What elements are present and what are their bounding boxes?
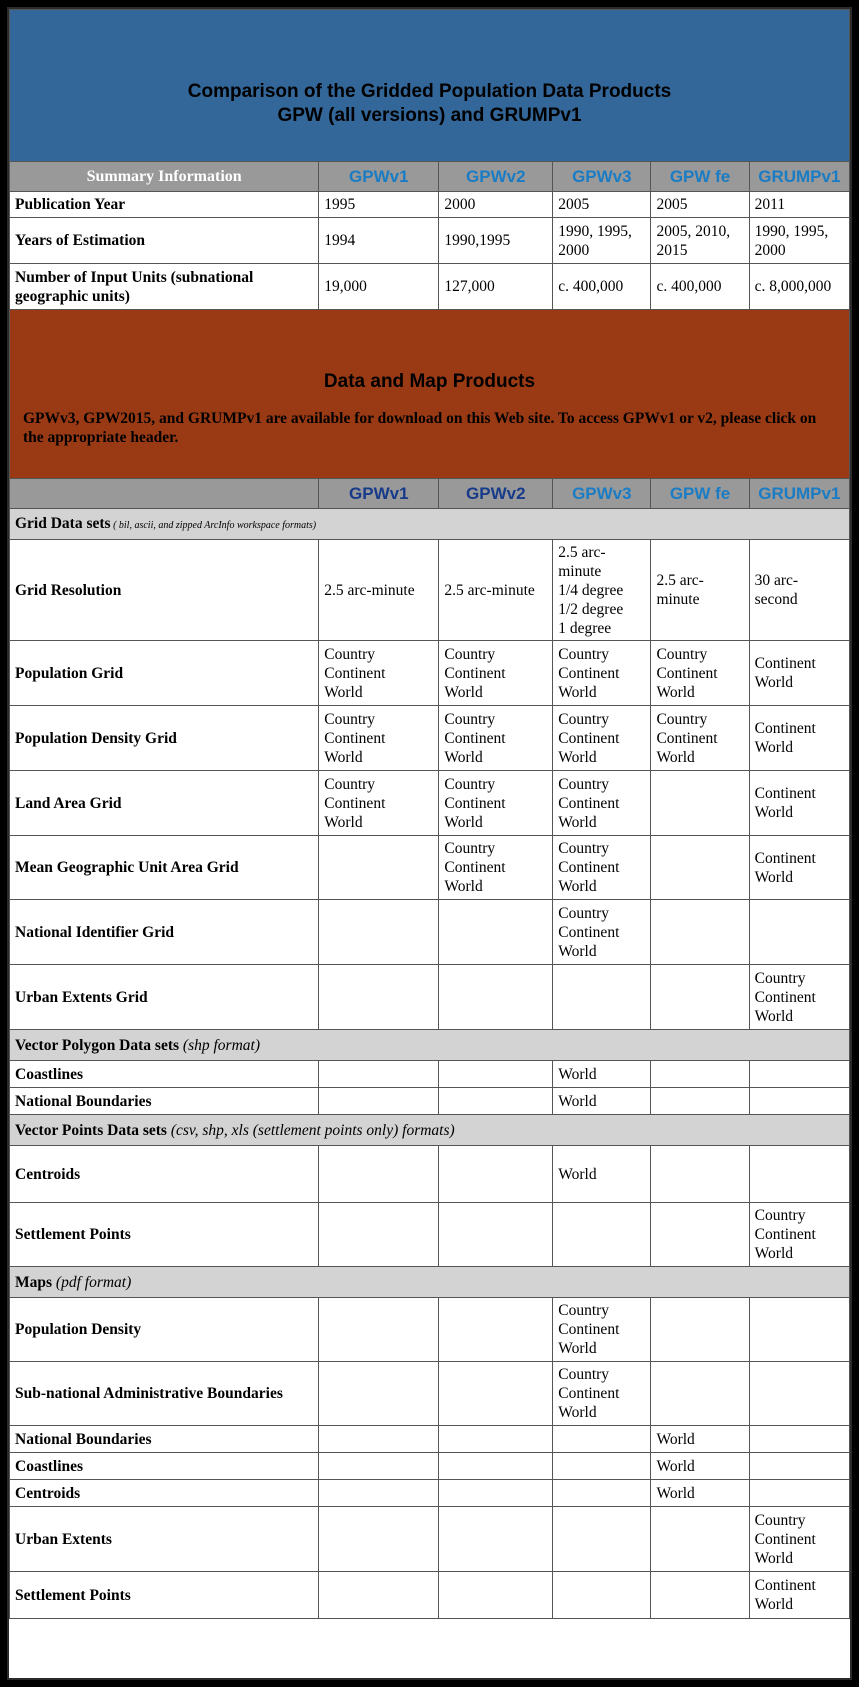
cell-grumpv1: 1990, 1995, 2000 (749, 218, 849, 264)
cell-grumpv1 (749, 1061, 849, 1088)
products-rows (10, 509, 850, 1619)
row-label: Publication Year (10, 192, 319, 218)
row-label: National Boundaries (10, 1426, 319, 1453)
row-label: Population Grid (10, 641, 319, 706)
cell-gpwv1 (319, 1507, 439, 1572)
row-label: Centroids (10, 1480, 319, 1507)
summary-row (10, 192, 850, 218)
cell-gpwv1 (319, 836, 439, 900)
cell-gpwv1 (319, 1453, 439, 1480)
cell-gpwv2: Country Continent World (439, 641, 553, 706)
cell-gpwfe (651, 836, 749, 900)
product-row (10, 836, 850, 900)
summary-header-label: Summary Information (10, 162, 319, 192)
cell-gpwv3: Country Continent World (553, 641, 651, 706)
product-row (10, 965, 850, 1030)
cell-grumpv1 (749, 1362, 849, 1426)
cell-gpwfe (651, 1061, 749, 1088)
cell-gpwv3: Country Continent World (553, 836, 651, 900)
section-title: Maps (15, 1273, 53, 1291)
row-label: Grid Resolution (10, 540, 319, 641)
cell-gpwv3: Country Continent World (553, 1298, 651, 1362)
cell-grumpv1: Continent World (749, 706, 849, 771)
section-header (10, 1267, 850, 1298)
cell-gpwfe (651, 771, 749, 836)
section-header (10, 1030, 850, 1061)
cell-gpwv3 (553, 1480, 651, 1507)
product-row (10, 1426, 850, 1453)
cell-gpwfe: 2005 (651, 192, 749, 218)
cell-gpwfe (651, 1507, 749, 1572)
cell-grumpv1 (749, 900, 849, 965)
header-gpwv2[interactable]: GPWv2 (439, 162, 553, 192)
cell-gpwfe: 2005, 2010, 2015 (651, 218, 749, 264)
cell-gpwv1 (319, 1088, 439, 1115)
cell-gpwfe (651, 1362, 749, 1426)
cell-grumpv1: Country Continent World (749, 1507, 849, 1572)
section-header-row (10, 1267, 850, 1298)
cell-gpwv3: World (553, 1146, 651, 1203)
cell-gpwv2: Country Continent World (439, 706, 553, 771)
product-row (10, 1362, 850, 1426)
cell-gpwv1: 1994 (319, 218, 439, 264)
section-format: ( bil, ascii, and zipped ArcInfo workspace formats) (110, 519, 317, 531)
cell-gpwv2 (439, 965, 553, 1030)
product-row (10, 1088, 850, 1115)
cell-grumpv1 (749, 1453, 849, 1480)
cell-gpwv2: 127,000 (439, 264, 553, 310)
cell-gpwv1: Country Continent World (319, 641, 439, 706)
row-label: Years of Estimation (10, 218, 319, 264)
cell-gpwv1 (319, 965, 439, 1030)
cell-gpwfe (651, 1298, 749, 1362)
cell-grumpv1: 30 arc- second (749, 540, 849, 641)
cell-gpwv2 (439, 1453, 553, 1480)
cell-grumpv1 (749, 1298, 849, 1362)
product-row (10, 1061, 850, 1088)
products-header-gpwv1[interactable]: GPWv1 (319, 479, 439, 509)
cell-gpwfe (651, 1203, 749, 1267)
section-format: (csv, shp, xls (settlement points only) formats) (166, 1121, 455, 1139)
cell-grumpv1 (749, 1426, 849, 1453)
cell-gpwfe: World (651, 1453, 749, 1480)
row-label: Population Density Grid (10, 706, 319, 771)
summary-header-row (10, 162, 850, 192)
product-row (10, 540, 850, 641)
cell-gpwv2 (439, 1480, 553, 1507)
cell-gpwv3 (553, 1572, 651, 1619)
cell-gpwfe: c. 400,000 (651, 264, 749, 310)
cell-gpwv1 (319, 1203, 439, 1267)
summary-rows (10, 192, 850, 310)
cell-gpwv2: 2.5 arc-minute (439, 540, 553, 641)
cell-gpwv1 (319, 1146, 439, 1203)
cell-gpwv2 (439, 1507, 553, 1572)
product-row (10, 1203, 850, 1267)
cell-gpwv1 (319, 900, 439, 965)
row-label: Settlement Points (10, 1203, 319, 1267)
row-label: Coastlines (10, 1453, 319, 1480)
section-title: Grid Data sets (15, 514, 111, 532)
cell-gpwfe (651, 1088, 749, 1115)
page-subtitle: GPW (all versions) and GRUMPv1 (277, 104, 582, 126)
cell-gpwv1: Country Continent World (319, 706, 439, 771)
cell-gpwv3: Country Continent World (553, 771, 651, 836)
header-gpwv1[interactable]: GPWv1 (319, 162, 439, 192)
cell-gpwv2 (439, 1572, 553, 1619)
cell-gpwv1 (319, 1061, 439, 1088)
row-label: Coastlines (10, 1061, 319, 1088)
cell-gpwv1 (319, 1572, 439, 1619)
row-label: Settlement Points (10, 1572, 319, 1619)
cell-gpwfe (651, 1146, 749, 1203)
cell-gpwfe: Country Continent World (651, 641, 749, 706)
section-format: (pdf format) (52, 1273, 132, 1291)
cell-gpwv2 (439, 1362, 553, 1426)
cell-gpwv3: 2.5 arc- minute 1/4 degree 1/2 degree 1 degree (553, 540, 651, 641)
cell-gpwv2: 2000 (439, 192, 553, 218)
products-header-blank (10, 479, 319, 509)
summary-row (10, 264, 850, 310)
section-header-row (10, 1115, 850, 1146)
product-row (10, 1146, 850, 1203)
cell-grumpv1 (749, 1088, 849, 1115)
comparison-page (7, 7, 852, 1680)
row-label: Centroids (10, 1146, 319, 1203)
row-label: Number of Input Units (subnational geographic units) (10, 264, 319, 310)
products-header-gpwv3: GPWv3 (553, 479, 651, 509)
cell-gpwfe (651, 965, 749, 1030)
row-label: Urban Extents Grid (10, 965, 319, 1030)
row-label: Mean Geographic Unit Area Grid (10, 836, 319, 900)
product-row (10, 1480, 850, 1507)
header-gpwfe: GPW fe (651, 162, 749, 192)
cell-gpwv2: 1990,1995 (439, 218, 553, 264)
cell-gpwv3 (553, 1507, 651, 1572)
header-gpwv3: GPWv3 (553, 162, 651, 192)
products-header-grumpv1: GRUMPv1 (749, 479, 849, 509)
cell-gpwv3: World (553, 1061, 651, 1088)
header-grumpv1: GRUMPv1 (749, 162, 849, 192)
cell-gpwv3: 1990, 1995, 2000 (553, 218, 651, 264)
section-header (10, 1115, 850, 1146)
cell-grumpv1: Continent World (749, 641, 849, 706)
products-text: GPWv3, GPW2015, and GRUMPv1 are available for download on this Web site. To access GPWv1 or v2, please click on the appropriate header. (23, 409, 817, 446)
row-label: Sub-national Administrative Boundaries (10, 1362, 319, 1426)
cell-gpwv2 (439, 1426, 553, 1453)
cell-grumpv1: Continent World (749, 771, 849, 836)
cell-gpwv1: Country Continent World (319, 771, 439, 836)
cell-grumpv1: c. 8,000,000 (749, 264, 849, 310)
section-header (10, 509, 850, 540)
cell-gpwv1 (319, 1426, 439, 1453)
cell-gpwv1 (319, 1298, 439, 1362)
products-header-gpwfe: GPW fe (651, 479, 749, 509)
section-title: Vector Polygon Data sets (15, 1036, 180, 1054)
cell-gpwfe (651, 900, 749, 965)
row-label: Population Density (10, 1298, 319, 1362)
products-heading: Data and Map Products (323, 370, 536, 392)
products-banner (10, 310, 850, 479)
cell-grumpv1: Country Continent World (749, 965, 849, 1030)
cell-gpwfe: 2.5 arc- minute (651, 540, 749, 641)
product-row (10, 706, 850, 771)
title-banner (10, 10, 850, 162)
cell-grumpv1 (749, 1146, 849, 1203)
cell-grumpv1: 2011 (749, 192, 849, 218)
cell-gpwv1 (319, 1362, 439, 1426)
cell-gpwfe: Country Continent World (651, 706, 749, 771)
cell-gpwv1: 2.5 arc-minute (319, 540, 439, 641)
cell-grumpv1 (749, 1480, 849, 1507)
product-row (10, 1453, 850, 1480)
cell-gpwv3 (553, 1426, 651, 1453)
product-row (10, 1507, 850, 1572)
row-label: National Boundaries (10, 1088, 319, 1115)
product-row (10, 1572, 850, 1619)
cell-gpwv1: 19,000 (319, 264, 439, 310)
row-label: Land Area Grid (10, 771, 319, 836)
cell-gpwfe: World (651, 1426, 749, 1453)
cell-gpwfe: World (651, 1480, 749, 1507)
cell-gpwv3 (553, 1453, 651, 1480)
product-row (10, 1298, 850, 1362)
cell-grumpv1: Continent World (749, 836, 849, 900)
section-title: Vector Points Data sets (15, 1121, 167, 1139)
row-label: Urban Extents (10, 1507, 319, 1572)
cell-gpwv3: Country Continent World (553, 706, 651, 771)
product-row (10, 641, 850, 706)
cell-gpwv3 (553, 1203, 651, 1267)
cell-gpwv2: Country Continent World (439, 771, 553, 836)
product-row (10, 771, 850, 836)
products-header-row (10, 479, 850, 509)
cell-gpwv3: World (553, 1088, 651, 1115)
product-row (10, 900, 850, 965)
cell-gpwv2 (439, 1146, 553, 1203)
cell-gpwv1: 1995 (319, 192, 439, 218)
cell-gpwv3: 2005 (553, 192, 651, 218)
cell-gpwv3: Country Continent World (553, 1362, 651, 1426)
cell-gpwv2 (439, 1298, 553, 1362)
cell-gpwv2 (439, 900, 553, 965)
cell-gpwv3 (553, 965, 651, 1030)
cell-gpwv1 (319, 1480, 439, 1507)
cell-gpwfe (651, 1572, 749, 1619)
cell-gpwv2: Country Continent World (439, 836, 553, 900)
page-title: Comparison of the Gridded Population Data Products (187, 80, 672, 102)
cell-gpwv2 (439, 1061, 553, 1088)
row-label: National Identifier Grid (10, 900, 319, 965)
summary-row (10, 218, 850, 264)
section-format: (shp format) (179, 1036, 260, 1054)
cell-gpwv2 (439, 1203, 553, 1267)
cell-gpwv3: c. 400,000 (553, 264, 651, 310)
cell-gpwv3: Country Continent World (553, 900, 651, 965)
cell-grumpv1: Continent World (749, 1572, 849, 1619)
section-header-row (10, 1030, 850, 1061)
products-header-gpwv2[interactable]: GPWv2 (439, 479, 553, 509)
cell-grumpv1: Country Continent World (749, 1203, 849, 1267)
cell-gpwv2 (439, 1088, 553, 1115)
section-header-row (10, 509, 850, 540)
summary-table (9, 9, 850, 1619)
